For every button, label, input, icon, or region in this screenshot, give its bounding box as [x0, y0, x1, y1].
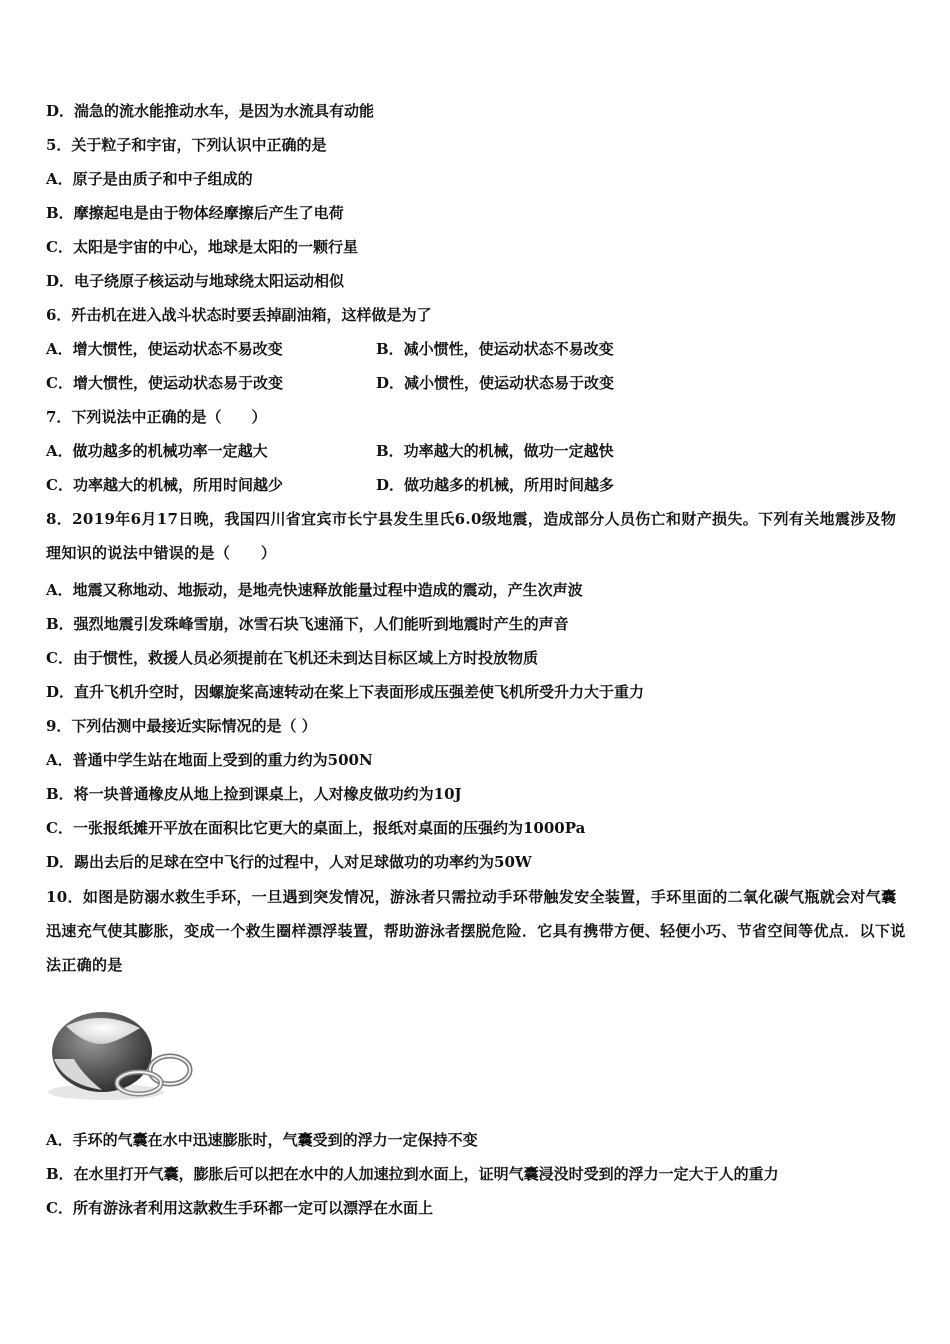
q5-option-c: C．太阳是宇宙的中心，地球是太阳的一颗行星 — [46, 238, 358, 256]
q6-stem: 6．歼击机在进入战斗状态时要丢掉副油箱，这样做是为了 — [46, 306, 432, 324]
q6-option-c: C．增大惯性，使运动状态易于改变 — [46, 374, 283, 392]
lifesaving-wristband-image — [44, 1004, 194, 1104]
q5-stem: 5．关于粒子和宇宙，下列认识中正确的是 — [46, 136, 327, 154]
q5-option-d: D．电子绕原子核运动与地球绕太阳运动相似 — [46, 272, 345, 290]
q8-stem: 8．2019年6月17日晚，我国四川省宜宾市长宁县发生里氏6.0级地震，造成部分人员伤亡和财产损失。下列有关地震涉及物理知识的说法中错误的是（ ） — [46, 510, 897, 562]
q5-option-a: A．原子是由质子和中子组成的 — [46, 170, 253, 188]
q6-option-a: A．增大惯性，使运动状态不易改变 — [46, 340, 283, 358]
q7-option-c: C．功率越大的机械，所用时间越少 — [46, 476, 283, 494]
q9-option-d: D．踢出去后的足球在空中飞行的过程中，人对足球做功的功率约为50W — [46, 853, 532, 871]
q6-option-d: D．减小惯性，使运动状态易于改变 — [376, 374, 615, 392]
q9-option-a: A．普通中学生站在地面上受到的重力约为500N — [46, 751, 373, 769]
q4-option-d: D．湍急的流水能推动水车，是因为水流具有动能 — [46, 102, 375, 120]
q7-option-d: D．做功越多的机械，所用时间越多 — [376, 476, 615, 494]
q7-option-b: B．功率越大的机械，做功一定越快 — [376, 442, 614, 460]
q10-option-b: B．在水里打开气囊，膨胀后可以把在水中的人加速拉到水面上，证明气囊浸没时受到的浮力一定大于人的重力 — [46, 1165, 779, 1183]
q8-option-b: B．强烈地震引发珠峰雪崩，冰雪石块飞速涌下，人们能听到地震时产生的声音 — [46, 615, 569, 633]
q8-option-a: A．地震又称地动、地振动，是地壳快速释放能量过程中造成的震动，产生次声波 — [46, 581, 583, 599]
q6-option-b: B．减小惯性，使运动状态不易改变 — [376, 340, 614, 358]
q9-option-b: B．将一块普通橡皮从地上捡到课桌上，人对橡皮做功约为10J — [46, 785, 462, 803]
q5-option-b: B．摩擦起电是由于物体经摩擦后产生了电荷 — [46, 204, 344, 222]
q7-stem: 7．下列说法中正确的是（ ） — [46, 408, 267, 426]
q10-option-c: C．所有游泳者利用这款救生手环都一定可以漂浮在水面上 — [46, 1199, 433, 1217]
q10-option-a: A．手环的气囊在水中迅速膨胀时，气囊受到的浮力一定保持不变 — [46, 1131, 478, 1149]
q9-stem: 9．下列估测中最接近实际情况的是（ ） — [46, 717, 317, 735]
q7-option-a: A．做功越多的机械功率一定越大 — [46, 442, 268, 460]
q8-option-d: D．直升飞机升空时，因螺旋桨高速转动在桨上下表面形成压强差使飞机所受升力大于重力 — [46, 683, 645, 701]
q10-stem: 10．如图是防溺水救生手环，一旦遇到突发情况，游泳者只需拉动手环带触发安全装置，手环里面的二氧化碳气瓶就会对气囊迅速充气使其膨胀，变成一个救生圈样漂浮装置，帮助游泳者摆脱危险．它具有携带方便、轻便小巧、节省空间等优点．以下说法正确的是 — [46, 888, 906, 974]
q9-option-c: C．一张报纸摊开平放在面积比它更大的桌面上，报纸对桌面的压强约为1000Pa — [46, 819, 586, 837]
q8-option-c: C．由于惯性，救援人员必须提前在飞机还未到达目标区域上方时投放物质 — [46, 649, 538, 667]
